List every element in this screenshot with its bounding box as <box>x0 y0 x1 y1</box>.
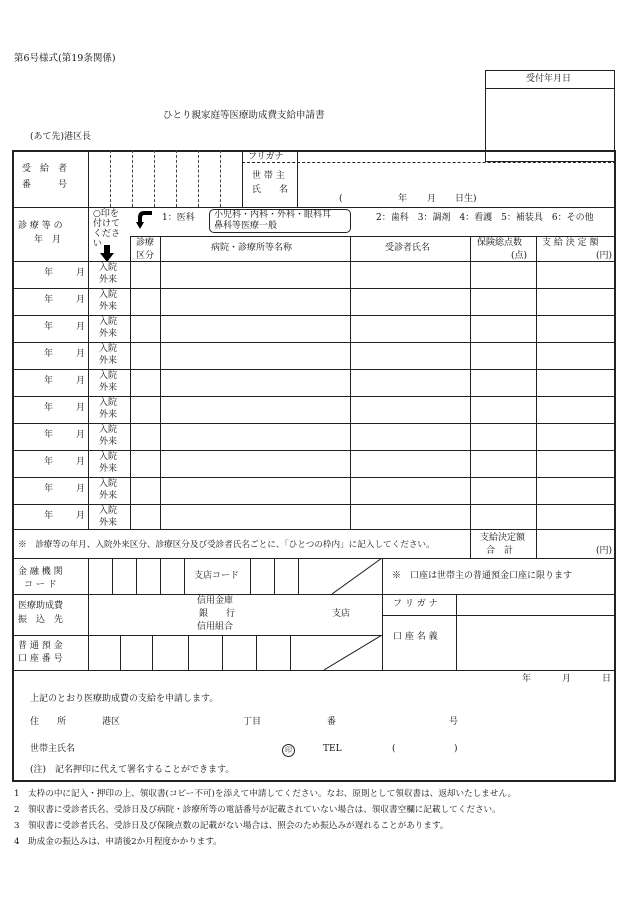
points-header-2: (点) <box>511 251 528 261</box>
outpatient-option[interactable]: 外来 <box>99 329 118 339</box>
row-year-label: 年 <box>44 295 54 305</box>
inpatient-option[interactable]: 入院 <box>99 344 118 354</box>
head-name-label-2: 氏 名 <box>252 185 289 195</box>
branch-label: 支店 <box>332 609 351 619</box>
inst-kumiai: 信用組合 <box>197 622 234 632</box>
addressee: (あて先)港区長 <box>30 132 92 142</box>
outpatient-option[interactable]: 外来 <box>99 275 118 285</box>
address-ward: 港区 <box>102 717 121 727</box>
row-month-label: 月 <box>76 268 86 278</box>
address-ban: 番 <box>327 717 337 727</box>
footnote: 4 助成金の振込みは、申請後2か月程度かかります。 <box>14 837 222 847</box>
inpatient-option[interactable]: 入院 <box>99 317 118 327</box>
address-label: 住 所 <box>30 717 67 727</box>
row-year-label: 年 <box>44 349 54 359</box>
outpatient-option[interactable]: 外来 <box>99 464 118 474</box>
total-unit: (円) <box>596 546 613 556</box>
outpatient-option[interactable]: 外来 <box>99 518 118 528</box>
footnote: 3 領収書に受診者氏名、受診日及び保険点数の記載がない場合は、照会のため振込みが遅れることがあります。 <box>14 821 449 831</box>
inpatient-option[interactable]: 入院 <box>99 425 118 435</box>
tel-label: TEL <box>323 744 342 754</box>
transfer-dest-label: 医療助成費 <box>18 601 64 611</box>
decl-year: 年 <box>522 674 532 684</box>
category-1-sub-2: 鼻科等医療一般 <box>214 221 278 231</box>
patient-header: 受診者氏名 <box>385 243 431 253</box>
inpatient-option[interactable]: 入院 <box>99 290 118 300</box>
row-month-label: 月 <box>76 484 86 494</box>
decl-day: 日 <box>602 674 612 684</box>
inst-bank: 銀 行 <box>199 609 236 619</box>
row-month-label: 月 <box>76 511 86 521</box>
diagonal-slash <box>324 635 382 670</box>
points-header: 保険総点数 <box>477 238 523 248</box>
decl-month: 月 <box>562 674 572 684</box>
row-month-label: 月 <box>76 430 86 440</box>
row-month-label: 月 <box>76 457 86 467</box>
inpatient-option[interactable]: 入院 <box>99 479 118 489</box>
head-name-label: 世 帯 主 <box>252 171 285 181</box>
row-year-label: 年 <box>44 322 54 332</box>
inpatient-option[interactable]: 入院 <box>99 263 118 273</box>
category-others: 2：歯科 3：調剤 4：看護 5：補装具 6：その他 <box>376 213 594 223</box>
row-year-label: 年 <box>44 268 54 278</box>
inpatient-option[interactable]: 入院 <box>99 452 118 462</box>
furigana-label: フリガナ <box>248 152 284 162</box>
account-note: ※ 口座は世帯主の普通預金口座に限ります <box>392 571 573 581</box>
address-go: 号 <box>449 717 459 727</box>
birth-open: ( <box>339 194 343 204</box>
branch-code-label: 支店コード <box>194 571 240 581</box>
total-label-2: 合 計 <box>486 546 514 556</box>
receipt-date-label: 受付年月日 <box>526 74 572 84</box>
hospital-header: 病院・診療所等名称 <box>211 243 293 253</box>
row-year-label: 年 <box>44 376 54 386</box>
address-chome: 丁目 <box>243 717 262 727</box>
total-label: 支給決定額 <box>480 533 526 543</box>
birth-month: 月 <box>427 194 437 204</box>
head-signature-label: 世帯主氏名 <box>30 744 76 754</box>
account-number-label-2: 口 座 番 号 <box>18 654 63 664</box>
claim-date-header-2: 年 月 <box>34 235 62 245</box>
outpatient-option[interactable]: 外来 <box>99 302 118 312</box>
birth-day: 日生) <box>455 194 477 204</box>
outpatient-option[interactable]: 外来 <box>99 437 118 447</box>
row-month-label: 月 <box>76 349 86 359</box>
head-name-input[interactable] <box>300 166 480 188</box>
seal-mark: 印 <box>282 744 295 757</box>
row-year-label: 年 <box>44 457 54 467</box>
row-year-label: 年 <box>44 511 54 521</box>
form-number: 第6号様式(第19条関係) <box>14 53 116 64</box>
account-number-label: 普 通 預 金 <box>18 641 63 651</box>
footnote: 1 太枠の中に記入・押印の上、領収書(コピー不可)を添えて申請してください。なお、原則として領収書は、返却いたしません。 <box>14 789 517 799</box>
entry-note: ※ 診療等の年月、入院外来区分、診療区分及び受診者氏名ごとに、「ひとつの枠内」に記入してください。 <box>18 540 435 550</box>
outpatient-option[interactable]: 外来 <box>99 356 118 366</box>
diagonal-slash <box>332 558 382 594</box>
tel-close: ) <box>454 744 458 754</box>
account-holder-input[interactable] <box>460 618 610 666</box>
category-1: 1：医科 <box>162 213 195 223</box>
circle-instruction-3: くださ <box>93 229 121 239</box>
inst-shinkin: 信用金庫 <box>197 596 234 606</box>
furigana-input[interactable] <box>300 152 480 162</box>
row-year-label: 年 <box>44 430 54 440</box>
transfer-dest-label-2: 振 込 先 <box>18 615 64 625</box>
arrow-curve-icon <box>136 210 154 230</box>
outpatient-option[interactable]: 外来 <box>99 491 118 501</box>
form-title: ひとり親家庭等医療助成費支給申請書 <box>163 110 325 121</box>
inpatient-option[interactable]: 入院 <box>99 398 118 408</box>
recipient-number-input[interactable] <box>90 152 240 205</box>
bank-code-label: 金 融 機 関 <box>18 567 63 577</box>
amount-header-2: (円) <box>596 251 613 261</box>
row-month-label: 月 <box>76 322 86 332</box>
decl-statement: 上記のとおり医療助成費の支給を申請します。 <box>30 694 219 704</box>
account-holder-label: 口 座 名 義 <box>393 632 438 642</box>
inpatient-option[interactable]: 入院 <box>99 371 118 381</box>
outpatient-option[interactable]: 外来 <box>99 410 118 420</box>
signature-note: (注) 記名押印に代えて署名することができます。 <box>30 765 235 775</box>
account-furigana-label: フ リ ガ ナ <box>393 599 438 609</box>
bank-code-label-2: コ ー ド <box>24 580 57 590</box>
account-furigana-input[interactable] <box>460 597 610 613</box>
category-header-2: 区分 <box>136 251 155 261</box>
tel-open: ( <box>392 744 396 754</box>
footnote: 2 領収書に受診者氏名、受診日及び病院・診療所等の電話番号が記載されていない場合は、領収書空欄に記載してください。 <box>14 805 501 815</box>
row-year-label: 年 <box>44 403 54 413</box>
row-month-label: 月 <box>76 403 86 413</box>
recipient-no-label: 受 給 者 <box>22 164 68 174</box>
circle-instruction-2: 付けて <box>93 219 121 229</box>
birth-year: 年 <box>398 194 408 204</box>
circle-instruction-4: い <box>93 239 103 249</box>
outpatient-option[interactable]: 外来 <box>99 383 118 393</box>
row-month-label: 月 <box>76 376 86 386</box>
category-header: 診療 <box>136 238 155 248</box>
inpatient-option[interactable]: 入院 <box>99 506 118 516</box>
row-month-label: 月 <box>76 295 86 305</box>
recipient-no-label-2: 番 号 <box>22 180 68 190</box>
row-year-label: 年 <box>44 484 54 494</box>
circle-instruction-1: ○印を <box>93 209 119 219</box>
total-amount-input[interactable] <box>538 531 594 556</box>
amount-header: 支 給 決 定 額 <box>542 238 599 248</box>
claim-date-header: 診 療 等 の <box>18 221 63 231</box>
category-1-sub: 小児科・内科・外科・眼科耳 <box>214 210 332 220</box>
